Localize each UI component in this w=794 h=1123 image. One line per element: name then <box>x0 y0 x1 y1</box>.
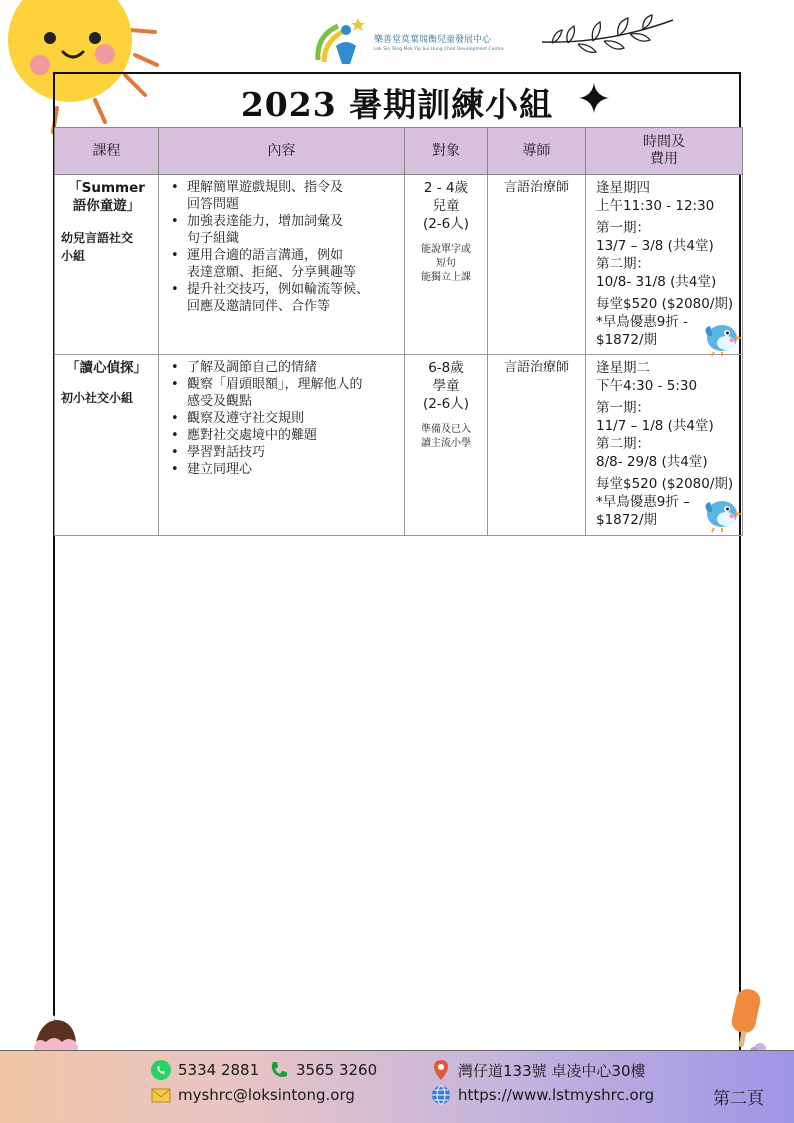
list-item: • 理解簡單遊戲規則、指令及 回答問題 <box>165 179 398 213</box>
course-subtitle: 幼兒言語社交 小組 <box>61 231 134 263</box>
target-group: 6-8歲 學童 (2-6人) <box>422 360 470 412</box>
tutor-cell: 言語治療師 <box>488 175 586 355</box>
whatsapp-number: 5334 2881 <box>178 1061 260 1079</box>
list-item: • 提升社交技巧，例如輪流等候、 回應及邀請同伴、合作等 <box>165 281 398 315</box>
list-item: • 建立同理心 <box>165 461 398 478</box>
target-note: 能說單字或 短句 能獨立上課 <box>421 244 471 283</box>
location-pin-icon <box>430 1059 452 1081</box>
popsicle-illustration <box>726 985 772 1060</box>
schedule-text: 逢星期四 上午11:30 - 12:30 <box>596 180 715 214</box>
periods-text: 第一期： 13/7 – 3/8 (共4堂) 第二期： 10/8- 31/8 (共4堂) <box>596 220 717 290</box>
target-cell <box>405 175 488 355</box>
course-cell <box>55 355 159 536</box>
leaf-branch-illustration <box>538 14 678 59</box>
fee-text: 每堂$520 ($2080/期) *早鳥優惠9折 – $1872/期 <box>596 476 734 528</box>
email-address[interactable]: myshrc@loksintong.org <box>178 1086 355 1104</box>
schedule-table <box>54 127 743 536</box>
org-name-cn: 樂善堂莫葉瑞衡兒童發展中心 <box>374 35 492 45</box>
header-content: 內容 <box>159 128 405 175</box>
org-logo <box>310 14 510 70</box>
header-tutor: 導師 <box>488 128 586 175</box>
phone-icon <box>268 1059 290 1081</box>
periods-text: 第一期： 11/7 – 1/8 (共4堂) 第二期： 8/8- 29/8 (共4堂) <box>596 400 714 470</box>
page-number: 第二頁 <box>713 1089 764 1109</box>
globe-icon <box>430 1084 452 1106</box>
website-link[interactable]: https://www.lstmyshrc.org <box>458 1086 655 1104</box>
email-icon <box>150 1084 172 1106</box>
list-item: • 了解及調節自己的情緒 <box>165 359 398 376</box>
tutor-cell: 言語治療師 <box>488 355 586 536</box>
page-title: 2023 暑期訓練小組 <box>240 84 554 124</box>
course-name: 「讀心偵探」 <box>66 360 147 376</box>
list-item: • 加強表達能力，增加詞彙及 句子組織 <box>165 213 398 247</box>
bird-illustration <box>700 318 742 356</box>
table-row <box>55 355 743 536</box>
logo-icon <box>310 16 368 68</box>
content-cell <box>159 175 405 355</box>
content-cell <box>159 355 405 536</box>
table-row <box>55 175 743 355</box>
bird-illustration <box>700 494 742 532</box>
target-note: 準備及已入 讀主流小學 <box>421 424 471 449</box>
sparkle-icon <box>578 82 610 114</box>
target-group: 2 - 4歲 兒童 (2-6人) <box>422 180 470 232</box>
phone-number: 3565 3260 <box>296 1061 378 1079</box>
list-item: • 觀察「眉頭眼額」，理解他人的 感受及觀點 <box>165 376 398 410</box>
course-name: 「Summer 語你童遊」 <box>68 180 145 214</box>
header-time-fee: 時間及 費用 <box>586 128 743 175</box>
org-name-en: Lok Sin Tong Mok Yip Sui Hung Child Development Centre <box>374 47 504 52</box>
course-cell <box>55 175 159 355</box>
footer-bar <box>0 1050 794 1123</box>
whatsapp-icon <box>150 1059 172 1081</box>
list-item: • 觀察及遵守社交規則 <box>165 410 398 427</box>
table-header-row <box>55 128 743 175</box>
list-item: • 學習對話技巧 <box>165 444 398 461</box>
list-item: • 運用合適的語言溝通，例如 表達意願、拒絕、分享興趣等 <box>165 247 398 281</box>
target-cell <box>405 355 488 536</box>
fee-text: 每堂$520 ($2080/期) *早鳥優惠9折 - $1872/期 <box>596 296 734 348</box>
address-text: 灣仔道133號 卓凌中心30樓 <box>458 1061 646 1080</box>
header-target: 對象 <box>405 128 488 175</box>
header-course: 課程 <box>55 128 159 175</box>
list-item: • 應對社交處境中的難題 <box>165 427 398 444</box>
schedule-text: 逢星期二 下午4:30 - 5:30 <box>596 360 698 394</box>
course-subtitle: 初小社交小組 <box>61 391 134 405</box>
